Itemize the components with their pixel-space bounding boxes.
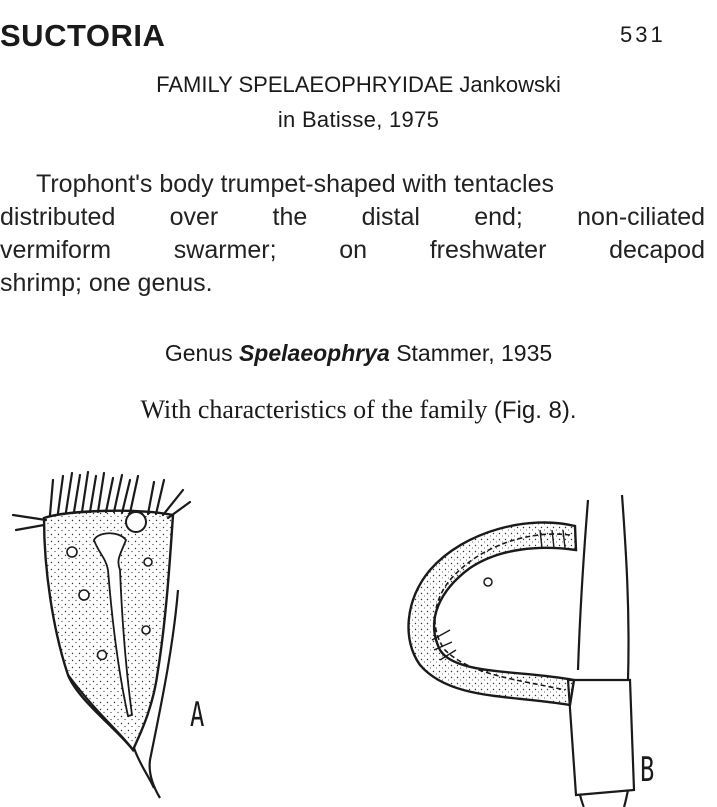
figure-b-drawing: [390, 490, 717, 807]
page-number: 531: [620, 22, 666, 47]
word: vermiform: [0, 236, 112, 264]
word: the: [272, 203, 308, 231]
figure-reference: (Fig. 8).: [493, 397, 577, 424]
word: swarmer;: [173, 236, 277, 264]
genus-author: Stammer, 1935: [396, 340, 553, 366]
figure-label-a: A: [190, 695, 205, 735]
word: over: [169, 203, 219, 231]
family-authority: in Batisse, 1975: [277, 107, 440, 132]
section-title: SUCTORIA: [0, 18, 166, 53]
genus-heading: [0, 340, 717, 367]
figure-label-b: B: [640, 750, 655, 790]
characteristics-text: [0, 395, 717, 425]
figure-a-drawing: [8, 470, 238, 800]
characteristics-sentence: With characteristics of the family: [140, 395, 488, 424]
description-line-2: [0, 203, 705, 232]
description-line-1: Trophont's body trumpet-shaped with tentacles: [36, 170, 555, 198]
family-heading: FAMILY SPELAEOPHRYIDAE Jankowski: [156, 72, 561, 97]
word: on: [339, 236, 368, 264]
description-line-4: shrimp; one genus.: [0, 269, 213, 297]
word: end;: [474, 203, 523, 231]
word: decapod: [609, 236, 705, 264]
word: non-ciliated: [577, 203, 705, 231]
genus-prefix: Genus: [164, 340, 233, 366]
word: distal: [361, 203, 420, 231]
genus-name: Spelaeophrya: [238, 340, 390, 366]
word: freshwater: [429, 236, 547, 264]
word: distributed: [0, 203, 116, 231]
description-line-3: [0, 236, 705, 265]
